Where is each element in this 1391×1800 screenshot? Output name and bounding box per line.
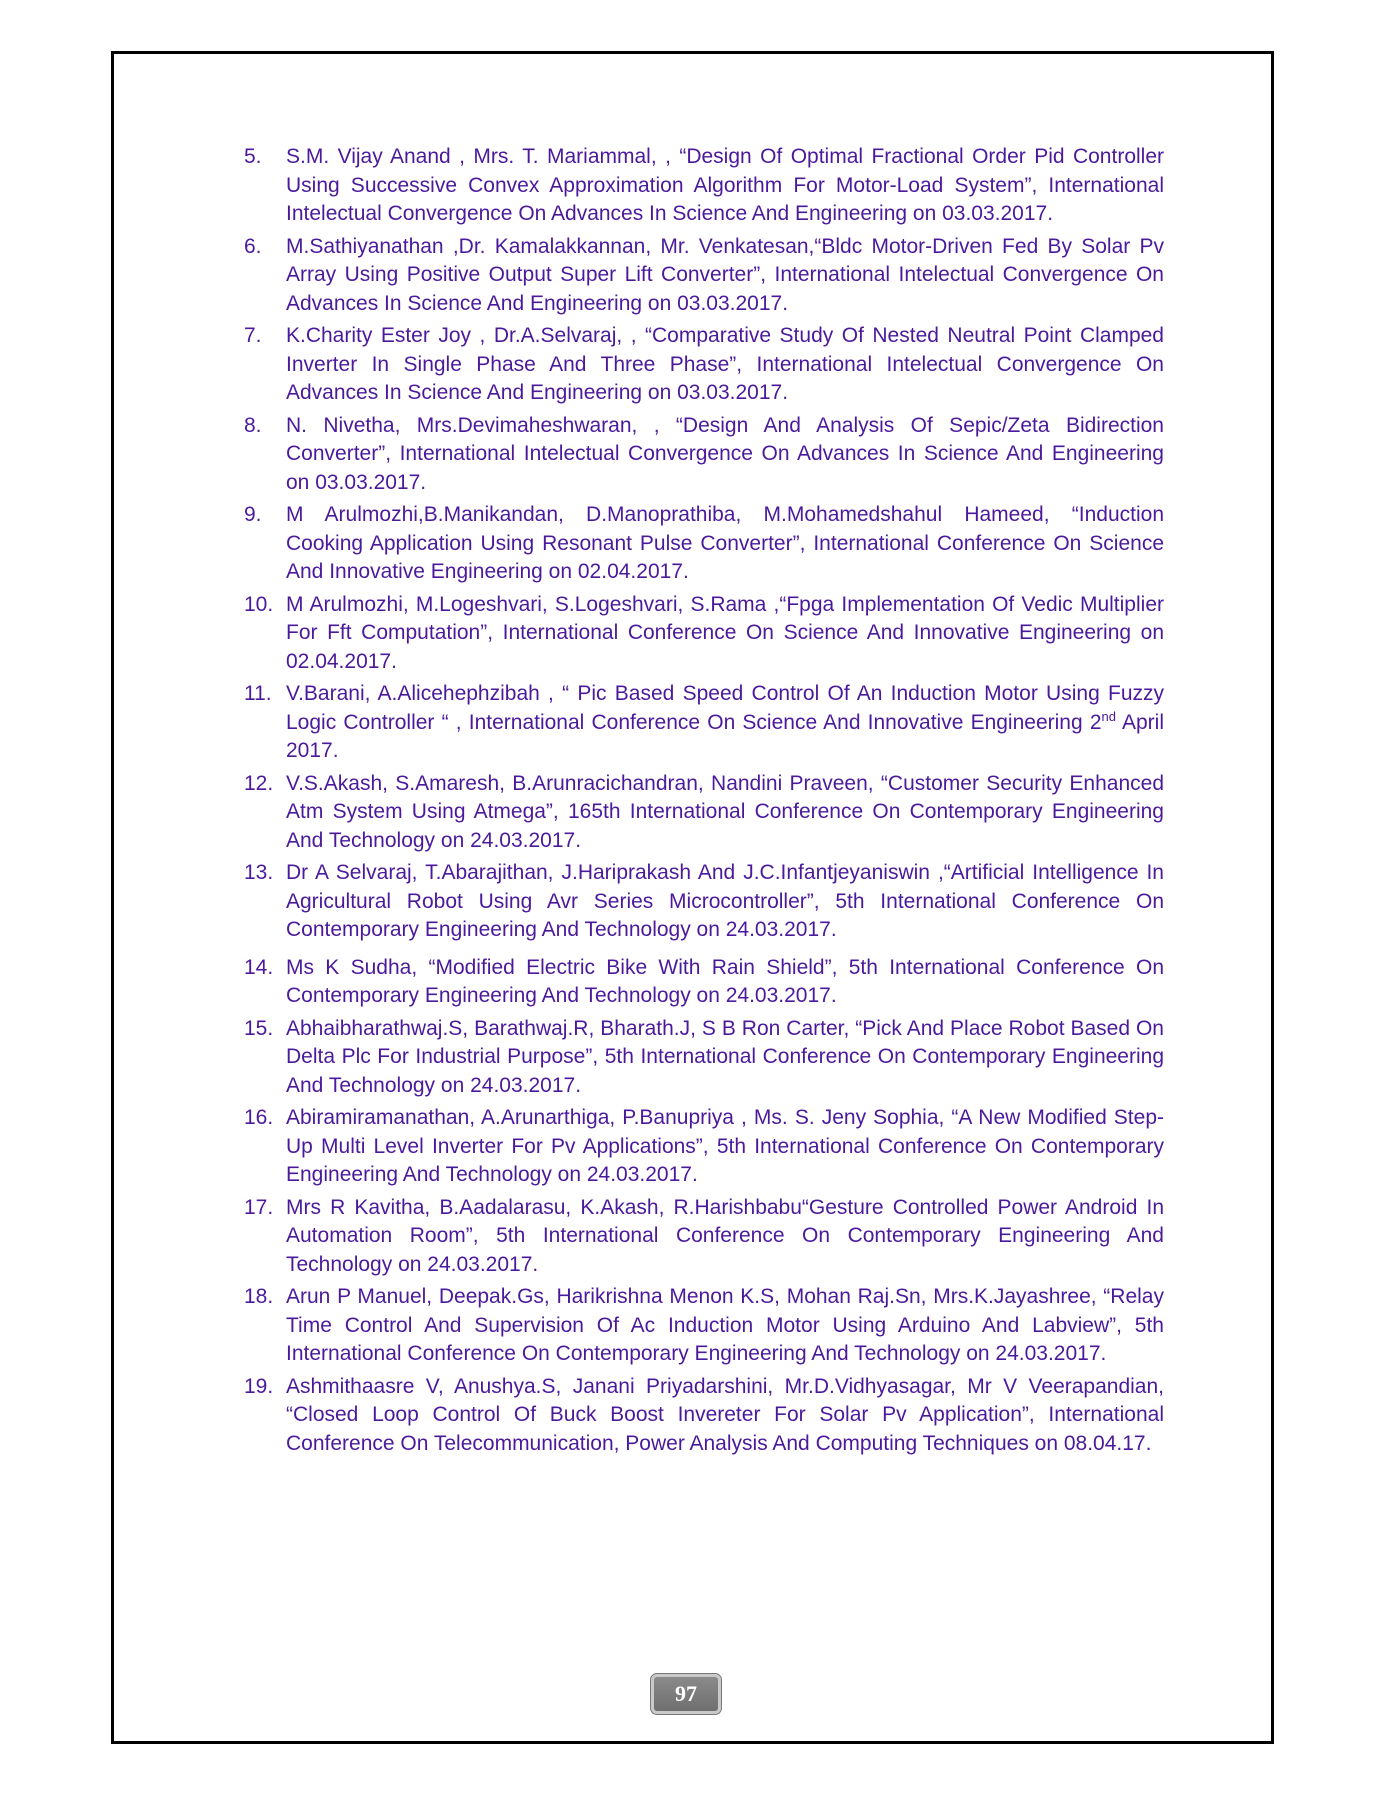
reference-text: Mrs R Kavitha, B.Aadalarasu, K.Akash, R.Harishbabu“Gesture Controlled Power Android In Automation Room”, 5th International Conference On Contemporary Engineering And Technology on 24.03.2017. — [286, 1195, 1164, 1276]
reference-item — [244, 1104, 1164, 1190]
reference-number: 13. — [244, 861, 274, 884]
reference-text: Ashmithaasre V, Anushya.S, Janani Priyadarshini, Mr.D.Vidhyasagar, Mr V Veerapandian, “Closed Loop Control Of Buck Boost Invereter For Solar Pv Application”, International Conference On Telecommunication, Power Analysis And Computing Techniques on 08.04.17. — [286, 1374, 1164, 1455]
reference-text: M Arulmozhi,B.Manikandan, D.Manoprathiba, M.Mohamedshahul Hameed, “Induction Cooking Application Using Resonant Pulse Converter”, International Conference On Science And Innovative Engineering on 02.04.2017. — [286, 503, 1164, 583]
reference-number: 19. — [244, 1374, 274, 1398]
page-number-badge: 97 — [651, 1674, 721, 1714]
reference-number: 15. — [244, 1016, 274, 1040]
reference-text: S.M. Vijay Anand , Mrs. T. Mariammal, , “Design Of Optimal Fractional Order Pid Controller Using Successive Convex Approximation Algorithm For Motor-Load System”, International Intelectual Convergence On Advances In Science And Engineering on 03.03.2017. — [286, 145, 1164, 225]
reference-item — [244, 591, 1164, 677]
reference-text: Arun P Manuel, Deepak.Gs, Harikrishna Menon K.S, Mohan Raj.Sn, Mrs.K.Jayashree, “Relay Time Control And Supervision Of Ac Induction Motor Using Arduino And Labview”, 5th International Conference On Contemporary Engineering And Technology on 24.03.2017. — [286, 1285, 1164, 1365]
reference-text: M Arulmozhi, M.Logeshvari, S.Logeshvari, S.Rama ,“Fpga Implementation Of Vedic Multiplier For Fft Computation”, International Conference On Science And Innovative Engineering on 02.04.2017. — [286, 592, 1164, 673]
reference-number: 7. — [244, 324, 262, 347]
reference-text: Dr A Selvaraj, T.Abarajithan, J.Hariprakash And J.C.Infantjeyaniswin ,“Artificial Intelligence In Agricultural Robot Using Avr Series Microcontroller”, 5th International Conference On Contemporary Engineering And Technology on 24.03.2017. — [286, 861, 1164, 941]
reference-number: 16. — [244, 1106, 274, 1129]
reference-item — [244, 770, 1164, 856]
reference-item — [244, 412, 1164, 498]
reference-item — [244, 1283, 1164, 1369]
reference-number: 14. — [244, 955, 274, 979]
reference-number: 12. — [244, 771, 274, 795]
reference-text: Abiramiramanathan, A.Arunarthiga, P.Banupriya , Ms. S. Jeny Sophia, “A New Modified Step-Up Multi Level Inverter For Pv Applications”, 5th International Conference On Contemporary Engineering And Technology on 24.03.2017. — [286, 1106, 1164, 1186]
reference-number: 10. — [244, 592, 274, 616]
reference-text-tail: April 2017. — [286, 710, 1165, 762]
reference-text — [286, 680, 1164, 766]
reference-item — [244, 1015, 1164, 1101]
reference-number: 5. — [244, 145, 262, 168]
reference-number: 18. — [244, 1285, 274, 1308]
reference-number: 9. — [244, 503, 262, 526]
reference-item — [244, 143, 1164, 229]
reference-text: V.S.Akash, S.Amaresh, B.Arunracichandran, Nandini Praveen, “Customer Security Enhanced Atm System Using Atmega”, 165th International Conference On Contemporary Engineering And Technology on 24.03.2017. — [286, 771, 1164, 852]
ordinal-superscript: nd — [1101, 708, 1116, 724]
reference-number: 8. — [244, 413, 262, 437]
reference-text: M.Sathiyanathan ,Dr. Kamalakkannan, Mr. Venkatesan,“Bldc Motor-Driven Fed By Solar Pv Array Using Positive Output Super Lift Converter”, International Intelectual Convergence On Advances In Science And Engineering on 03.03.2017. — [286, 234, 1164, 315]
reference-item — [244, 233, 1164, 319]
reference-text: Ms K Sudha, “Modified Electric Bike With Rain Shield”, 5th International Conference On Contemporary Engineering And Technology on 24.03.2017. — [286, 955, 1164, 1007]
reference-item — [244, 501, 1164, 587]
reference-item — [244, 1373, 1164, 1459]
reference-item — [244, 680, 1164, 766]
reference-item — [244, 954, 1164, 1011]
reference-text-main: V.Barani, A.Alicehephzibah , “ Pic Based Speed Control Of An Induction Motor Using Fuzzy Logic Controller “ , International Conference On Science And Innovative Engineering 2 — [286, 682, 1164, 734]
reference-item — [244, 859, 1164, 945]
reference-item — [244, 322, 1164, 408]
reference-item — [244, 1194, 1164, 1280]
reference-text: Abhaibharathwaj.S, Barathwaj.R, Bharath.J, S B Ron Carter, “Pick And Place Robot Based On Delta Plc For Industrial Purpose”, 5th International Conference On Contemporary Engineering And Technology on 24.03.2017. — [286, 1016, 1164, 1097]
reference-text: K.Charity Ester Joy , Dr.A.Selvaraj, , “Comparative Study Of Nested Neutral Point Clamped Inverter In Single Phase And Three Phase”, International Intelectual Convergence On Advances In Science And Engineering on 03.03.2017. — [286, 324, 1164, 404]
reference-number: 11. — [244, 682, 272, 705]
reference-text: N. Nivetha, Mrs.Devimaheshwaran, , “Design And Analysis Of Sepic/Zeta Bidirection Converter”, International Intelectual Convergence On Advances In Science And Engineering on 03.03.2017. — [286, 413, 1164, 494]
reference-number: 6. — [244, 234, 262, 258]
reference-number: 17. — [244, 1195, 274, 1219]
reference-list — [244, 143, 1164, 1462]
